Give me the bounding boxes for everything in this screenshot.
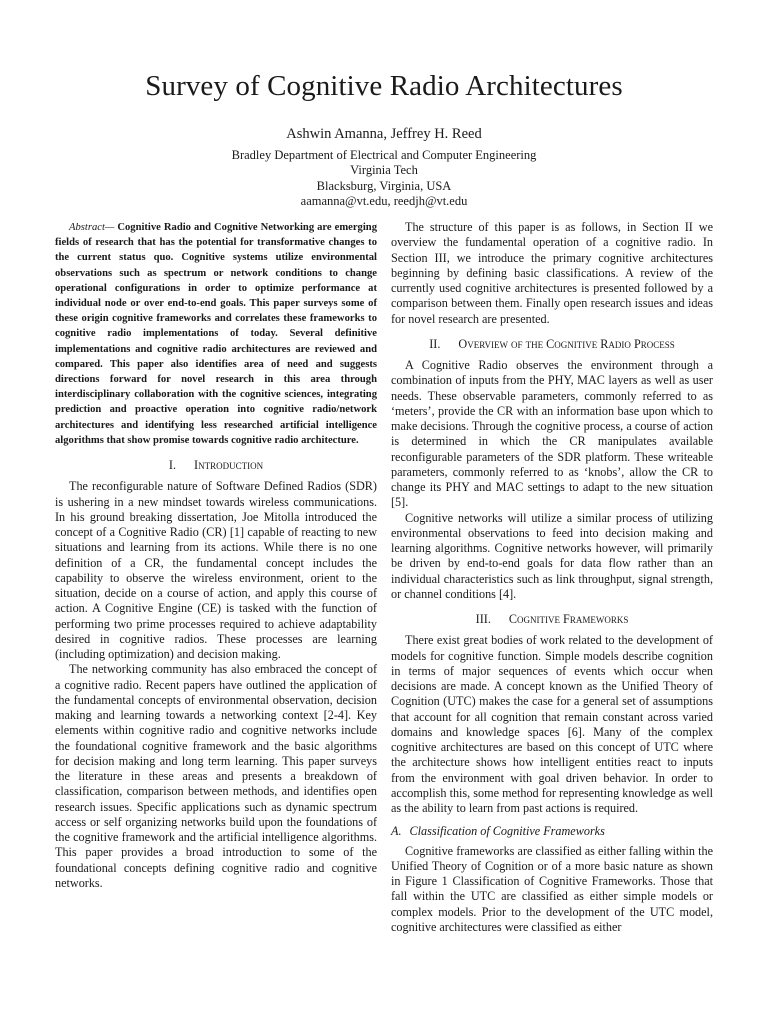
- paper-title: Survey of Cognitive Radio Architectures: [145, 70, 623, 102]
- section-2-heading: [391, 337, 713, 352]
- section-2-title: Overview of the Cognitive Radio Process: [458, 336, 675, 351]
- section-1-paragraph-2: The networking community has also embraced the concept of a cognitive radio. Recent papers have outlined the application of the fundamental concepts of environmental observation, decision making and learning towards a networking context [2-4]. Key elements within cognitive radio and cognitive networks include the foundational cognitive framework and the basic algorithms for decision making and long term learning. This paper surveys the literature in these areas and presents a breakdown of classification, comparison between methods, and identifies open research issues. Specific applications such as dynamic spectrum access or self organizing networks build upon the foundations of the cognitive framework and the artificial intelligence algorithms. This paper provides a broad introduction to some of the foundational concepts defining cognitive radio and cognitive networks.: [55, 662, 377, 890]
- subsection-a-paragraph-1: Cognitive frameworks are classified as either falling within the Unified Theory of Cognition or of a more basic nature as shown in Figure 1 Classification of Cognitive Frameworks. Those that fall within the UTC are classified as either simple models or complex models. Prior to the development of the UTC model, cognitive architectures were classified as either: [391, 843, 713, 934]
- section-2-paragraph-1: A Cognitive Radio observes the environment through a combination of inputs from the PHY, MAC layers as well as user needs. These observable parameters, commonly referred to as ‘meters’, provide the CR with an information base upon which to make decisions. Through the cognitive process, a course of action is determined in which the CR manipulates available reconfigurable parameters of the SDR platform. These writeable parameters, commonly referred to as ‘knobs’, allow the CR to change its PHY and MAC settings to adapt to the new situation [5].: [391, 358, 713, 510]
- affiliation-location: Blacksburg, Virginia, USA: [316, 178, 452, 193]
- subsection-a-letter: A.: [391, 824, 402, 839]
- author-affiliation: [0, 148, 768, 209]
- section-2-number: II.: [429, 336, 441, 351]
- section-1-heading: [55, 458, 377, 473]
- affiliation-department: Bradley Department of Electrical and Computer Engineering: [231, 148, 537, 162]
- abstract-lead: Abstract—: [69, 222, 115, 233]
- section-3-title: Cognitive Frameworks: [508, 612, 629, 626]
- affiliation-university: Virginia Tech: [350, 163, 418, 178]
- abstract-text: Cognitive Radio and Cognitive Networking are emerging fields of research that has the potential for transformative changes to the current status quo. Cognitive systems utilize environmental observations such as spectrum or network conditions to change operational configurations in order to optimize performance at individual node or over end-to-end goals. This paper surveys some of these origin cognitive frameworks and correlates these frameworks to cognitive radio implementations of today. Several definitive implementations and cognitive radio architectures are reviewed and compared. This paper also identifies area of need and suggests directions forward for novel research in this area through interdisciplinary collaboration with the cognitive sciences, integrating prediction and proactive operation into cognitive radio/network architectures and identifying less researched artificial intelligence algorithms that show promise towards cognitive radio architecture.: [55, 222, 377, 446]
- section-3-number: III.: [475, 612, 491, 626]
- abstract: [55, 220, 377, 448]
- section-2-paragraph-2: Cognitive networks will utilize a similar process of utilizing environmental observations to feed into decision making and learning algorithms. Cognitive networks however, will primarily be driven by end-to-end goals for data flow rather than an individual characteristics such as link throughput, signal strength, or channel conditions [4].: [391, 510, 713, 601]
- left-column: [55, 220, 377, 891]
- right-column: [391, 220, 713, 935]
- subsection-a-heading: [391, 824, 713, 839]
- section-1-paragraph-1: The reconfigurable nature of Software Defined Radios (SDR) is ushering in a new mindset towards wireless communications. In his ground breaking dissertation, Joe Mitolla introduced the concept of a Cognitive Radio (CR) [1] capable of reacting to new situations and learning from its actions. While there is no one definition of a CR, the fundamental concept includes the capability to observe the wireless environment, orient to the situation, decide on a course of action, and apply this course of action. A Cognitive Engine (CE) is tasked with the function of performing two prime processes required to achieve adaptability desired in cognitive radios. These processes are learning (including optimization) and decision making.: [55, 479, 377, 662]
- section-1-number: I.: [168, 458, 177, 473]
- section-3-heading: [391, 612, 713, 627]
- paper-authors: Ashwin Amanna, Jeffrey H. Reed: [286, 126, 482, 142]
- structure-paragraph: The structure of this paper is as follows, in Section II we overview the fundamental operation of a cognitive radio. In Section III, we introduce the primary cognitive architectures beginning by defining basic classifications. A review of the currently used cognitive architectures is presented followed by a comparison between them. Finally open research issues and ideas for novel research are presented.: [391, 220, 713, 326]
- section-1-title: Introduction: [194, 458, 264, 473]
- section-3-paragraph-1: There exist great bodies of work related to the development of models for cognitive function. Simple models describe cognition in terms of major sequences of events which occur when decisions are made. A concept known as the Unified Theory of Cognition (UTC) makes the case for a general set of assumptions that account for all cognition that remain constant across varied domains and knowledge spaces [6]. Many of the complex cognitive architectures are based on this concept of UTC where the architecture shows how intelligent entities react to inputs from the environment with goal driven behavior. In order to accomplish this, some method for representing knowledge as well as the ability to learn from past actions is required.: [391, 633, 713, 815]
- affiliation-emails: aamanna@vt.edu, reedjh@vt.edu: [300, 193, 468, 208]
- subsection-a-title: Classification of Cognitive Frameworks: [409, 824, 605, 839]
